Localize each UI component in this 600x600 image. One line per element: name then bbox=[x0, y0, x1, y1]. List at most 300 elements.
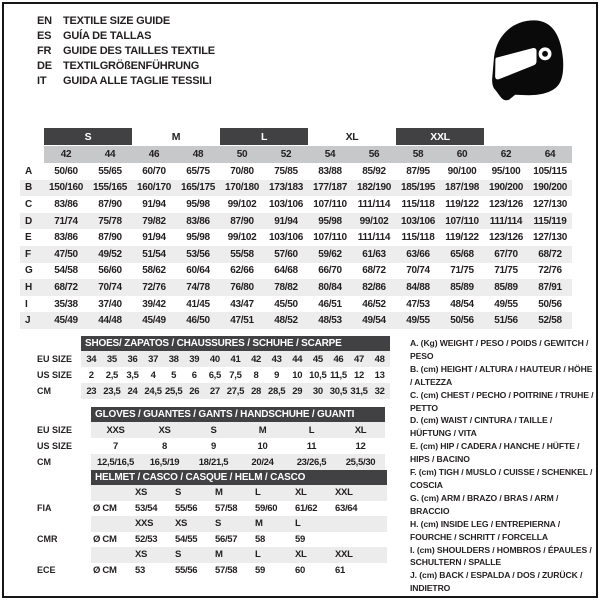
measurement-cell: 44/48 bbox=[98, 315, 122, 327]
measurement-cell: 115/119 bbox=[533, 215, 567, 227]
value-cell: 12 bbox=[355, 440, 366, 452]
measurement-cell: 87/91 bbox=[538, 281, 562, 293]
measurement-cell: 70/74 bbox=[406, 265, 430, 277]
row-values bbox=[91, 547, 387, 563]
value-cell: 13 bbox=[374, 369, 385, 381]
value-cell: 47 bbox=[354, 353, 364, 365]
measurement-cell: 111/114 bbox=[489, 215, 523, 227]
measurement-row-label: H bbox=[25, 281, 32, 293]
size-cell: 44 bbox=[88, 146, 132, 163]
shoes-row bbox=[20, 367, 392, 383]
language-title: TEXTILE SIZE GUIDE bbox=[63, 14, 171, 27]
value-cell: 39 bbox=[189, 353, 200, 365]
measurement-row bbox=[20, 279, 572, 296]
value-cell: XS bbox=[135, 487, 148, 499]
value-cell: 25,5 bbox=[165, 385, 183, 397]
measurement-cell: 47/53 bbox=[406, 298, 430, 310]
measurement-cell: 53/56 bbox=[186, 248, 210, 260]
measurement-cell: 68/72 bbox=[362, 265, 386, 277]
value-cell: 52/53 bbox=[135, 533, 158, 545]
shoes-table-title: SHOES/ ZAPATOS / CHAUSSURES / SCHUHE / SCARPE bbox=[81, 336, 390, 351]
value-cell: 12 bbox=[354, 369, 364, 381]
measurement-cell: 55/58 bbox=[230, 248, 254, 260]
language-row bbox=[37, 73, 215, 88]
measurement-cell: 59/62 bbox=[318, 248, 342, 260]
value-cell: 57/58 bbox=[215, 564, 238, 576]
value-cell: 57/58 bbox=[215, 502, 238, 514]
measurement-cell: 50/56 bbox=[450, 315, 474, 327]
measurement-cell: 74/78 bbox=[186, 281, 210, 293]
measurement-cell: 61/63 bbox=[362, 248, 386, 260]
measurement-cell: 95/100 bbox=[491, 165, 521, 177]
measurement-cell: 87/90 bbox=[98, 232, 122, 244]
value-cell: 53/54 bbox=[135, 502, 158, 514]
measurement-cell: 103/106 bbox=[400, 215, 436, 227]
value-cell: 8 bbox=[162, 440, 167, 452]
measurement-cell: 84/88 bbox=[406, 281, 430, 293]
size-group-cell: XL bbox=[345, 130, 359, 143]
measurement-cell: 99/102 bbox=[227, 232, 257, 244]
size-group-row bbox=[20, 127, 572, 146]
value-cell: 27,5 bbox=[226, 385, 245, 397]
measurement-cell: 85/92 bbox=[362, 165, 386, 177]
measurement-cell: 185/195 bbox=[400, 182, 436, 194]
size-group-cell bbox=[20, 128, 44, 145]
shoes-table bbox=[20, 336, 392, 399]
value-cell: 26 bbox=[189, 385, 200, 397]
size-number-row bbox=[20, 146, 572, 163]
value-cell: 8 bbox=[253, 369, 259, 381]
size-group-cell bbox=[484, 128, 528, 145]
measurement-cell: 182/190 bbox=[356, 182, 392, 194]
measurement-cell: 95/98 bbox=[318, 215, 342, 227]
measurement-cell: 190/200 bbox=[532, 182, 568, 194]
size-cell: 62 bbox=[484, 146, 528, 163]
language-title: GUIDE DES TAILLES TEXTILE bbox=[63, 44, 215, 57]
measurement-cell: 39/42 bbox=[142, 298, 166, 310]
language-row bbox=[37, 28, 215, 43]
value-cell: 43 bbox=[271, 353, 282, 365]
measurement-cell: 48/52 bbox=[274, 315, 298, 327]
measurement-cell: 72/76 bbox=[142, 281, 166, 293]
row-values bbox=[81, 383, 390, 399]
size-cell: 54 bbox=[308, 146, 352, 163]
language-title: GUIDA ALLE TAGLIE TESSILI bbox=[63, 74, 212, 87]
value-cell: 55/56 bbox=[175, 502, 198, 514]
measurement-cell: 107/110 bbox=[445, 215, 479, 227]
value-cell: 10 bbox=[292, 369, 303, 381]
value-cell: 41 bbox=[230, 353, 241, 365]
measurement-cell: 45/49 bbox=[54, 315, 78, 327]
value-cell: 11,5 bbox=[330, 369, 347, 381]
value-cell: S bbox=[175, 487, 182, 499]
measurement-cell: 49/54 bbox=[362, 315, 386, 327]
value-cell: 59 bbox=[255, 564, 265, 576]
value-cell: 34 bbox=[86, 353, 97, 365]
value-cell: 23,5 bbox=[103, 385, 121, 397]
row-label: CM bbox=[37, 386, 51, 396]
language-code: ES bbox=[37, 29, 52, 42]
measurement-cell: 160/170 bbox=[136, 182, 172, 194]
value-cell: 60 bbox=[295, 564, 305, 576]
measurement-legend bbox=[410, 337, 594, 595]
value-cell: 7 bbox=[113, 440, 118, 452]
measurement-cell: 71/74 bbox=[54, 215, 78, 227]
value-cell: 37 bbox=[148, 353, 159, 365]
measurement-cell: 79/82 bbox=[142, 215, 166, 227]
value-cell: M bbox=[215, 549, 223, 561]
size-cell: 42 bbox=[44, 146, 88, 163]
legend-item: I. (cm) SHOULDERS / HOMBROS / ÉPAULES / SCHULTERN / SPALLE bbox=[410, 544, 592, 568]
measurement-cell: 83/86 bbox=[186, 215, 210, 227]
measurement-cell: 51/54 bbox=[142, 248, 166, 260]
measurement-cell: 107/110 bbox=[313, 232, 347, 244]
textile-size-table bbox=[20, 127, 572, 329]
legend-item: E. (cm) HIP / CADERA / HANCHE / HÜFTE / HIPS / BACINO bbox=[410, 441, 580, 465]
measurement-cell: 155/165 bbox=[92, 182, 128, 194]
value-cell: 9 bbox=[274, 369, 280, 381]
size-group-cell: XXL bbox=[396, 128, 484, 145]
value-cell: L bbox=[255, 549, 261, 561]
measurement-cell: 123/126 bbox=[488, 232, 524, 244]
measurement-cell: 58/62 bbox=[142, 265, 166, 277]
value-cell: XS bbox=[175, 518, 188, 530]
measurement-cell: 85/89 bbox=[450, 281, 474, 293]
row-values bbox=[81, 367, 390, 383]
value-cell: XS bbox=[135, 549, 148, 561]
value-cell: XXL bbox=[335, 549, 353, 561]
gloves-row bbox=[20, 438, 392, 454]
measurement-cell: 75/78 bbox=[98, 215, 122, 227]
helmet-table-rows bbox=[20, 485, 392, 578]
measurement-row bbox=[20, 163, 572, 180]
measurement-cell: 78/82 bbox=[274, 281, 298, 293]
size-group-cell: L bbox=[220, 128, 308, 145]
measurement-cell: 62/66 bbox=[230, 265, 254, 277]
value-cell: 36 bbox=[127, 353, 138, 365]
measurement-row bbox=[20, 246, 572, 263]
measurement-cell: 83/86 bbox=[54, 232, 78, 244]
size-group-cell: S bbox=[44, 128, 132, 145]
measurement-cell: 127/130 bbox=[532, 232, 568, 244]
measurement-cell: 68/72 bbox=[538, 248, 562, 260]
measurement-cell: 66/70 bbox=[318, 265, 342, 277]
value-cell: 28 bbox=[251, 385, 262, 397]
row-values bbox=[91, 501, 387, 517]
value-cell: XXS bbox=[135, 518, 154, 530]
measurement-row bbox=[20, 213, 572, 230]
measurement-cell: 56/60 bbox=[98, 265, 122, 277]
measurement-cell: 91/94 bbox=[274, 215, 298, 227]
measurement-row bbox=[20, 263, 572, 280]
helmet-icon bbox=[483, 14, 571, 106]
value-cell: 32 bbox=[374, 385, 385, 397]
value-cell: L bbox=[308, 424, 315, 436]
measurement-row-label: E bbox=[25, 232, 32, 244]
language-title: TEXTILGRÖßENFÜHRUNG bbox=[63, 59, 200, 72]
helmet-row bbox=[20, 516, 392, 532]
gloves-row bbox=[20, 454, 392, 470]
measurement-cell: 111/114 bbox=[357, 198, 391, 210]
measurement-cell: 71/75 bbox=[494, 265, 518, 277]
measurement-cell: 177/187 bbox=[312, 182, 348, 194]
value-cell: XL bbox=[295, 487, 307, 499]
value-cell: 56/57 bbox=[215, 533, 238, 545]
value-cell: L bbox=[255, 487, 261, 499]
row-values bbox=[91, 422, 385, 438]
measurement-row-label: B bbox=[25, 182, 32, 194]
value-cell: 6,5 bbox=[208, 369, 222, 381]
value-cell: 29 bbox=[292, 385, 303, 397]
measurement-cell: 127/130 bbox=[532, 198, 568, 210]
language-code: DE bbox=[37, 59, 52, 72]
measurement-cell: 95/98 bbox=[186, 198, 210, 210]
value-cell: 59 bbox=[295, 533, 305, 545]
measurement-cell: 105/115 bbox=[533, 165, 567, 177]
measurement-cell: 150/160 bbox=[48, 182, 84, 194]
helmet-row bbox=[20, 563, 392, 579]
language-row bbox=[37, 13, 215, 28]
measurement-cell: 111/114 bbox=[357, 232, 391, 244]
unit-cell: Ø CM bbox=[93, 502, 117, 514]
measurement-cell: 47/50 bbox=[54, 248, 78, 260]
measurement-cell: 65/75 bbox=[186, 165, 210, 177]
value-cell: S bbox=[210, 424, 217, 436]
measurement-cell: 83/86 bbox=[54, 198, 78, 210]
value-cell: 27 bbox=[209, 385, 220, 397]
measurement-cell: 115/118 bbox=[401, 232, 435, 244]
row-label: EU SIZE bbox=[37, 425, 73, 435]
measurement-cell: 187/198 bbox=[444, 182, 480, 194]
measurement-row-label: G bbox=[25, 265, 33, 277]
standard-label: FIA bbox=[37, 503, 52, 514]
measurement-row bbox=[20, 180, 572, 197]
size-cell: 60 bbox=[440, 146, 484, 163]
measurement-cell: 70/80 bbox=[230, 165, 254, 177]
value-cell: 28,5 bbox=[267, 385, 286, 397]
language-row bbox=[37, 43, 215, 58]
size-cell: 46 bbox=[132, 146, 176, 163]
size-group-cell: M bbox=[171, 130, 181, 143]
measurement-row-label: I bbox=[25, 298, 28, 310]
value-cell: M bbox=[215, 487, 223, 499]
measurement-cell: 48/53 bbox=[318, 315, 342, 327]
measurement-cell: 50/56 bbox=[538, 298, 562, 310]
measurement-cell: 95/98 bbox=[186, 232, 210, 244]
measurement-cell: 75/85 bbox=[274, 165, 298, 177]
legend-item: F. (cm) TIGH / MUSLO / CUISSE / SCHENKEL / COSCIA bbox=[410, 467, 593, 490]
measurement-cell: 90/100 bbox=[447, 165, 477, 177]
standard-label: CMR bbox=[37, 534, 58, 545]
size-cell: 56 bbox=[352, 146, 396, 163]
value-cell: 4 bbox=[150, 369, 156, 381]
value-cell: 24,5 bbox=[144, 385, 162, 397]
value-cell: XXS bbox=[106, 424, 125, 436]
measurement-cell: 91/94 bbox=[142, 198, 166, 210]
value-cell: 40 bbox=[209, 353, 220, 365]
measurement-cell: 165/175 bbox=[180, 182, 216, 194]
value-cell: 23 bbox=[86, 385, 97, 397]
measurement-cell: 46/52 bbox=[362, 298, 386, 310]
measurement-cell: 46/51 bbox=[318, 298, 342, 310]
standard-label: ECE bbox=[37, 565, 56, 576]
value-cell: 11 bbox=[306, 440, 317, 452]
measurement-cell: 57/60 bbox=[274, 248, 298, 260]
value-cell: 44 bbox=[292, 353, 303, 365]
helmet-row bbox=[20, 547, 392, 563]
gloves-row bbox=[20, 422, 392, 438]
language-code: FR bbox=[37, 44, 52, 57]
measurement-cell: 190/200 bbox=[488, 182, 524, 194]
measurement-cell: 123/126 bbox=[488, 198, 524, 210]
measurement-cell: 60/70 bbox=[142, 165, 166, 177]
legend-item: B. (cm) HEIGHT / ALTURA / HAUTEUR / HÖHE / ALTEZZA bbox=[410, 363, 593, 387]
helmet-table-title: HELMET / CASCO / CASQUE / HELM / CASCO bbox=[91, 470, 387, 485]
value-cell: 2 bbox=[88, 369, 94, 381]
unit-cell: Ø CM bbox=[93, 564, 117, 576]
measurement-cell: 76/80 bbox=[230, 281, 254, 293]
value-cell: L bbox=[295, 518, 301, 530]
measurement-cell: 67/70 bbox=[494, 248, 518, 260]
gloves-table-rows bbox=[20, 422, 392, 470]
measurement-cell: 103/106 bbox=[268, 232, 304, 244]
measurement-cell: 72/76 bbox=[538, 265, 562, 277]
value-cell: 42 bbox=[251, 353, 262, 365]
size-cell: 52 bbox=[264, 146, 308, 163]
measurement-cell: 87/95 bbox=[406, 165, 430, 177]
value-cell: 30 bbox=[312, 385, 323, 397]
measurement-cell: 71/75 bbox=[450, 265, 474, 277]
legend-item: J. (cm) BACK / ESPALDA / DOS / ZURÜCK / INDIETRO bbox=[410, 570, 583, 594]
row-values bbox=[91, 485, 387, 501]
value-cell: 6 bbox=[191, 369, 197, 381]
measurement-cell: 54/58 bbox=[54, 265, 78, 277]
value-cell: 7,5 bbox=[229, 369, 242, 381]
value-cell: S bbox=[215, 518, 222, 530]
row-values bbox=[91, 516, 387, 532]
language-title: GUÍA DE TALLAS bbox=[63, 29, 152, 42]
value-cell: 9 bbox=[211, 440, 216, 452]
size-cell: 50 bbox=[220, 146, 264, 163]
measurement-row bbox=[20, 312, 572, 329]
measurement-row-label: C bbox=[25, 198, 32, 210]
size-cell: 64 bbox=[528, 146, 572, 163]
legend-item: C. (cm) CHEST / PECHO / POITRINE / TRUHE / PETTO bbox=[410, 389, 594, 413]
gloves-table-title: GLOVES / GUANTES / GANTS / HANDSCHUHE / GUANTI bbox=[91, 407, 385, 422]
measurement-cell: 37/40 bbox=[98, 298, 122, 310]
helmet-table bbox=[20, 470, 392, 578]
value-cell: 45 bbox=[312, 353, 323, 365]
measurement-cell: 119/122 bbox=[445, 198, 479, 210]
size-cell: 48 bbox=[176, 146, 220, 163]
value-cell: 3,5 bbox=[126, 369, 139, 381]
value-cell: 54/55 bbox=[175, 533, 198, 545]
legend-item: A. (Kg) WEIGHT / PESO / POIDS / GEWITCH / PESO bbox=[410, 338, 589, 361]
value-cell: 25,5/30 bbox=[345, 456, 376, 468]
measurement-cell: 91/94 bbox=[142, 232, 166, 244]
value-cell: M bbox=[255, 518, 263, 530]
value-cell: 59/60 bbox=[255, 502, 278, 514]
legend-item: G. (cm) ARM / BRAZO / BRAS / ARM / BRACCIO bbox=[410, 492, 559, 516]
value-cell: 53 bbox=[135, 564, 145, 576]
legend-item: D. (cm) WAIST / CINTURA / TAILLE / HÜFTUNG / VITA bbox=[410, 415, 553, 439]
measurement-cell: 70/74 bbox=[98, 281, 122, 293]
measurement-cell: 99/102 bbox=[359, 215, 389, 227]
row-values bbox=[91, 532, 387, 548]
value-cell: XS bbox=[158, 424, 171, 436]
row-label: US SIZE bbox=[37, 441, 73, 451]
helmet-row bbox=[20, 501, 392, 517]
measurement-cell: 49/55 bbox=[406, 315, 430, 327]
value-cell: 5 bbox=[171, 369, 177, 381]
value-cell: 16,5/19 bbox=[149, 456, 180, 468]
measurement-cell: 64/68 bbox=[274, 265, 298, 277]
measurement-cell: 49/52 bbox=[98, 248, 122, 260]
measurement-row-label: F bbox=[25, 248, 31, 260]
row-values bbox=[81, 351, 390, 367]
helmet-row bbox=[20, 485, 392, 501]
value-cell: 31,5 bbox=[350, 385, 368, 397]
measurement-cell: 46/50 bbox=[186, 315, 210, 327]
value-cell: 63/64 bbox=[335, 502, 358, 514]
measurement-cell: 43/47 bbox=[230, 298, 254, 310]
value-cell: 20/24 bbox=[251, 456, 274, 468]
measurement-cell: 51/56 bbox=[494, 315, 518, 327]
measurement-cell: 63/66 bbox=[406, 248, 430, 260]
row-label: US SIZE bbox=[37, 370, 73, 380]
measurement-row bbox=[20, 229, 572, 246]
value-cell: XL bbox=[354, 424, 367, 436]
value-cell: 12,5/16,5 bbox=[97, 456, 134, 468]
value-cell: 38 bbox=[168, 353, 179, 365]
value-cell: 18/21,5 bbox=[198, 456, 229, 468]
value-cell: 10,5 bbox=[309, 369, 327, 381]
measurement-cell: 87/90 bbox=[230, 215, 254, 227]
measurement-row bbox=[20, 196, 572, 213]
language-code: EN bbox=[37, 14, 52, 27]
row-values bbox=[91, 454, 385, 470]
measurement-cell: 119/122 bbox=[445, 232, 479, 244]
value-cell: 35 bbox=[106, 353, 117, 365]
measurement-cell: 55/65 bbox=[98, 165, 122, 177]
row-label: CM bbox=[37, 457, 51, 467]
measurement-cell: 83/88 bbox=[318, 165, 342, 177]
measurement-cell: 65/68 bbox=[450, 248, 474, 260]
measurement-cell: 85/89 bbox=[494, 281, 518, 293]
measurement-cell: 80/84 bbox=[318, 281, 342, 293]
value-cell: M bbox=[258, 424, 267, 436]
row-label: EU SIZE bbox=[37, 354, 73, 364]
measurement-cell: 35/38 bbox=[54, 298, 78, 310]
measurement-cell: 107/110 bbox=[313, 198, 347, 210]
value-cell: XL bbox=[295, 549, 307, 561]
measurement-cell: 82/86 bbox=[362, 281, 386, 293]
measurement-cell: 170/180 bbox=[224, 182, 260, 194]
measurement-cell: 45/49 bbox=[142, 315, 166, 327]
measurement-cell: 41/45 bbox=[186, 298, 210, 310]
measurement-cell: 103/106 bbox=[268, 198, 304, 210]
value-cell: 2,5 bbox=[105, 369, 119, 381]
row-values bbox=[91, 438, 385, 454]
measurement-row-label: J bbox=[25, 315, 31, 327]
value-cell: 61/62 bbox=[295, 502, 318, 514]
measurement-cell: 52/58 bbox=[538, 315, 562, 327]
measurement-cell: 50/60 bbox=[54, 165, 78, 177]
value-cell: 30,5 bbox=[329, 385, 348, 397]
value-cell: XXL bbox=[335, 487, 353, 499]
measurement-cell: 99/102 bbox=[227, 198, 257, 210]
value-cell: 55/56 bbox=[175, 564, 198, 576]
